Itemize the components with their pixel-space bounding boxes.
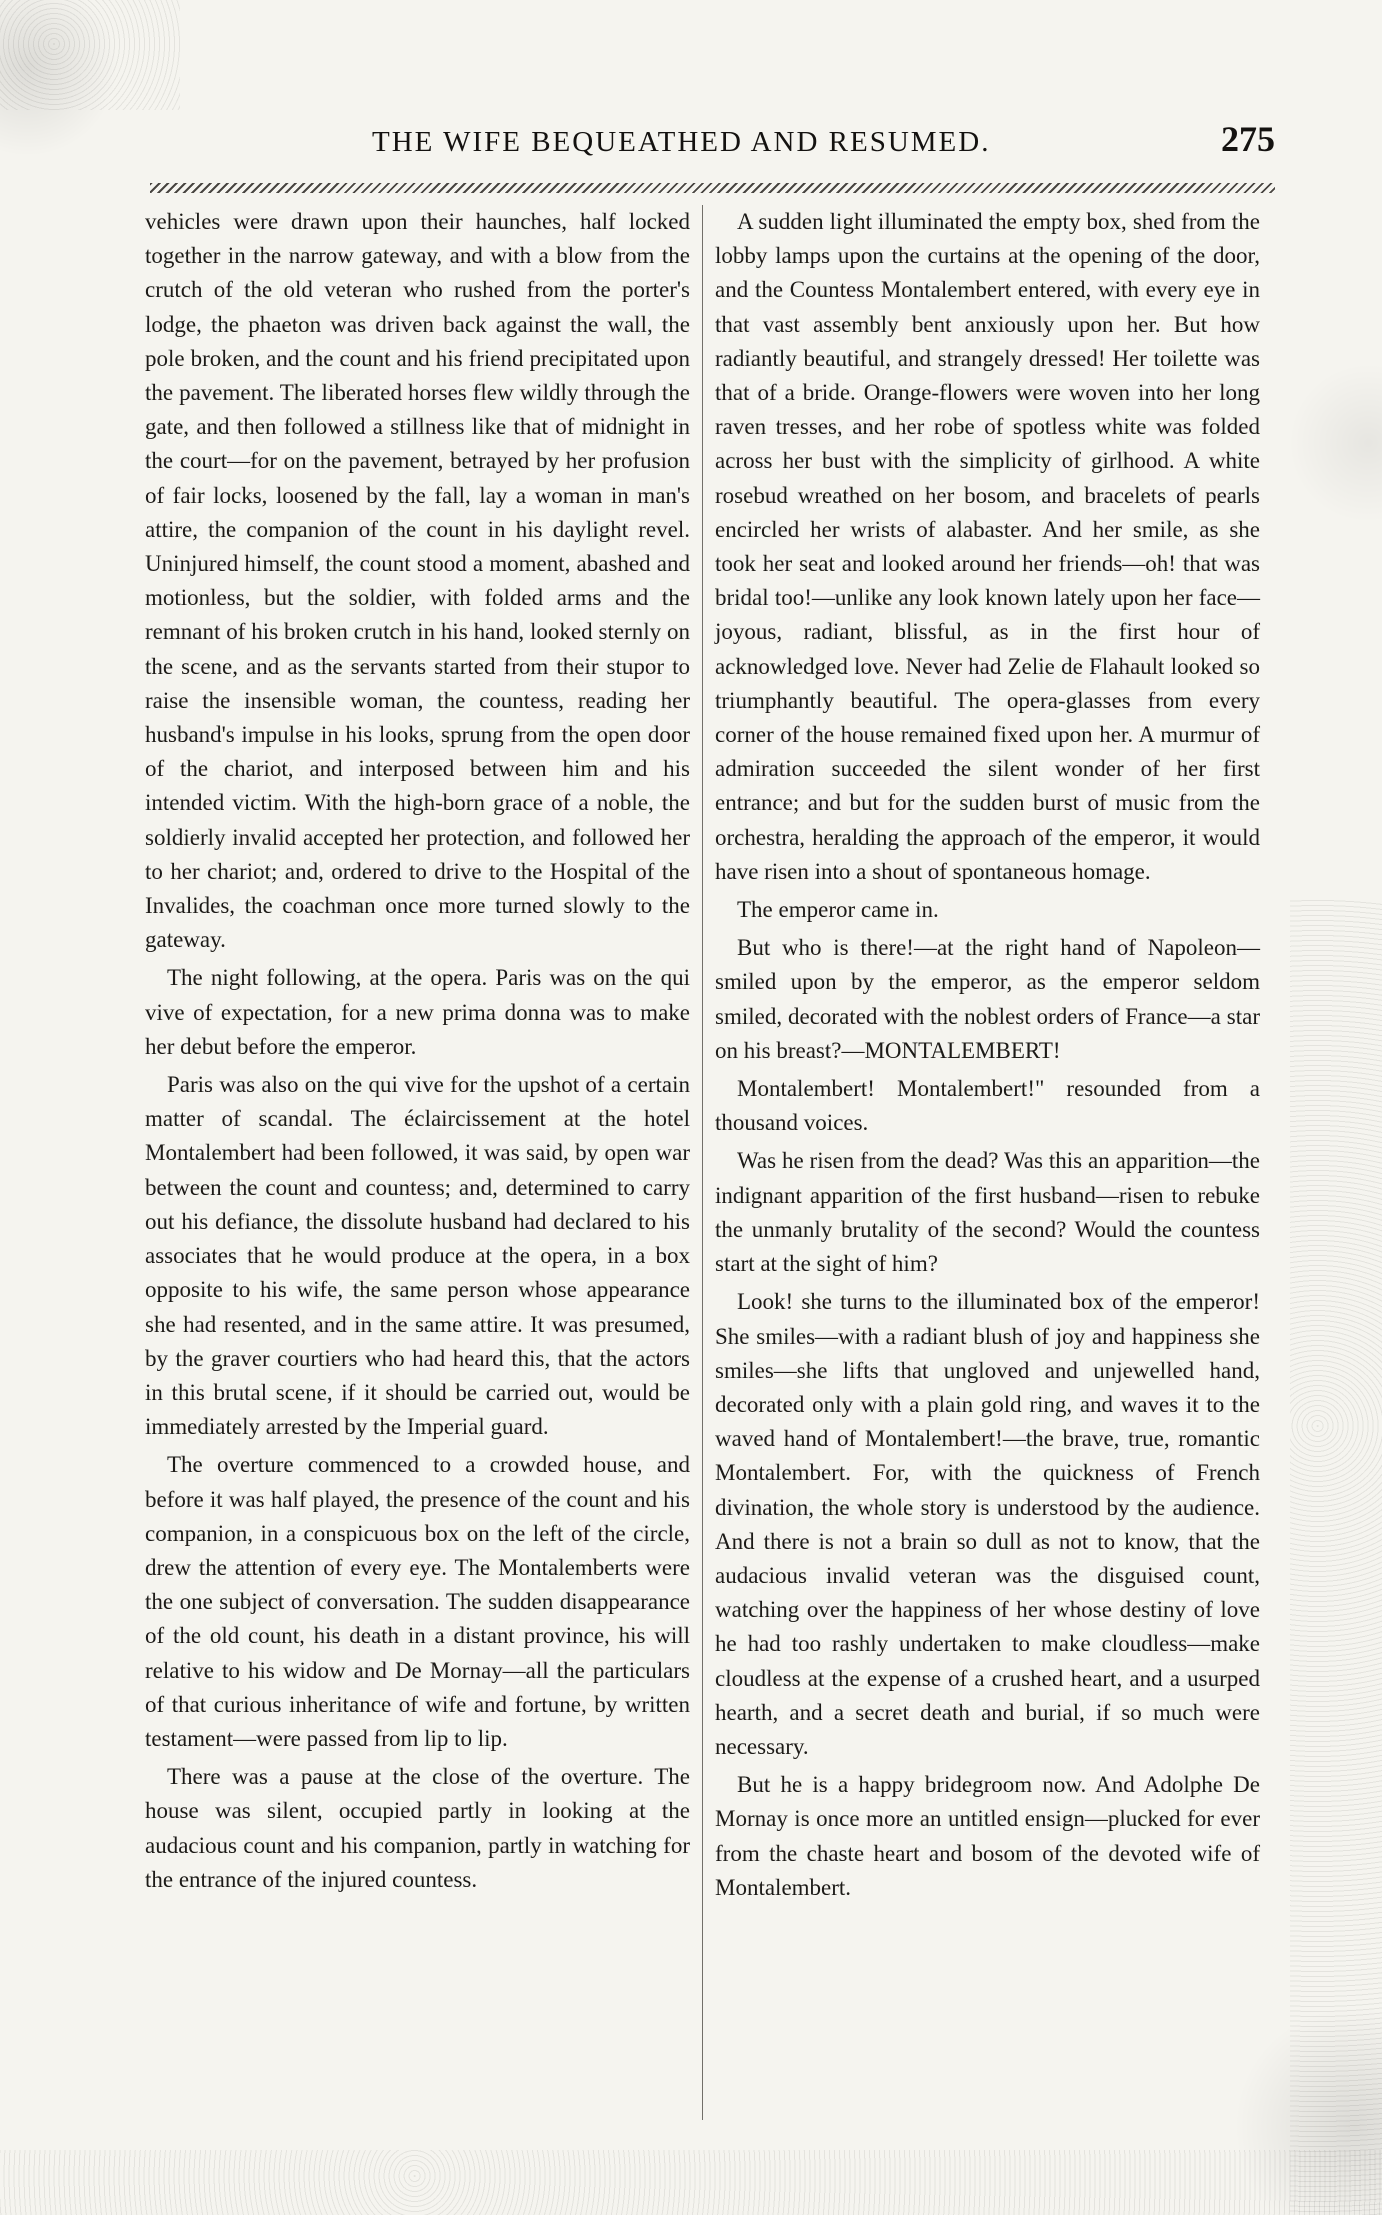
right-column (715, 205, 1260, 1905)
header-rule (150, 183, 1275, 193)
paragraph: Paris was also on the qui vive for the upshot of a certain matter of scandal. The éclaircissement at the hotel Montalembert had been followed, it was said, by open war between the count and countess; and, determined to carry out his defiance, the dissolute husband had declared to his associates that he would produce at the opera, in a box opposite to his wife, the same person whose appearance she had resented, and in the same attire. It was presumed, by the graver courtiers who had heard this, that the actors in this brutal scene, if it should be carried out, would be immediately arrested by the Imperial guard. (145, 1072, 690, 1440)
paragraph: Look! she turns to the illuminated box of the emperor! She smiles—with a radiant blush of joy and happiness she smiles—she lifts that ungloved and unjewelled hand, decorated only with a plain gold ring, and waves it to the waved hand of Montalembert!—the brave, true, romantic Montalembert. For, with the quickness of French divination, the whole story is understood by the audience. And there is not a brain so dull as not to know, that the audacious invalid veteran was the disguised count, watching over the happiness of her whose destiny of love he had too rashly undertaken to make cloudless—make cloudless at the expense of a crushed heart, and a usurped hearth, and a secret death and burial, if so much were necessary. (715, 1289, 1260, 1759)
text-columns (145, 205, 1285, 2165)
running-title: THE WIFE BEQUEATHED AND RESUMED. (372, 126, 991, 158)
paragraph: But he is a happy bridegroom now. And Adolphe De Mornay is once more an untitled ensign—plucked for ever from the chaste heart and bosom of the devoted wife of Montalembert. (715, 1772, 1260, 1900)
paragraph: But who is there!—at the right hand of Napoleon—smiled upon by the emperor, as the emperor seldom smiled, decorated with the noblest orders of France—a star on his breast?—MONTALEMBERT! (715, 935, 1260, 1063)
page-header (150, 118, 1275, 178)
paragraph: Was he risen from the dead? Was this an apparition—the indignant apparition of the first husband—risen to rebuke the unmanly brutality of the second? Would the countess start at the sight of him? (715, 1148, 1260, 1277)
paragraph: A sudden light illuminated the empty box, shed from the lobby lamps upon the curtains at the opening of the door, and the Countess Montalembert entered, with every eye in that vast assembly bent anxiously upon her. But how radiantly beautiful, and strangely dressed! Her toilette was that of a bride. Orange-flowers were woven into her long raven tresses, and her robe of spotless white was folded across her bust with the simplicity of girlhood. A white rosebud wreathed on her bosom, and bracelets of pearls encircled her wrists of alabaster. And her smile, as she took her seat and looked around her friends—oh! that was bridal too!—unlike any look known lately upon her face—joyous, radiant, blissful, as in the first hour of acknowledged love. Never had Zelie de Flahault looked so triumphantly beautiful. The opera-glasses from every corner of the house remained fixed upon her. A murmur of admiration succeeded the silent wonder of her first entrance; and but for the sudden burst of music from the orchestra, heralding the approach of the emperor, it would have risen into a shout of spontaneous homage. (715, 209, 1260, 884)
paragraph: vehicles were drawn upon their haunches, half locked together in the narrow gateway, and with a blow from the crutch of the old veteran who rushed from the porter's lodge, the phaeton was driven back against the wall, the pole broken, and the count and his friend precipitated upon the pavement. The liberated horses flew wildly through the gate, and then followed a stillness like that of midnight in the court—for on the pavement, betrayed by her profusion of fair locks, loosened by the fall, lay a woman in man's attire, the companion of the count in his daylight revel. Uninjured himself, the count stood a moment, abashed and motionless, but the soldier, with folded arms and the remnant of his broken crutch in his hand, looked sternly on the scene, and as the servants started from their stupor to raise the insensible woman, the countess, reading her husband's impulse in his looks, sprung from the open door of the chariot, and interposed between him and his intended victim. With the high-born grace of a noble, the soldierly invalid accepted her protection, and followed her to her chariot; and, ordered to drive to the Hospital of the Invalides, the coachman once more turned slowly to the gateway. (145, 209, 690, 953)
paragraph: The overture commenced to a crowded house, and before it was half played, the presence of the count and his companion, in a conspicuous box on the left of the circle, drew the attention of every eye. The Montalemberts were the one subject of conversation. The sudden disappearance of the old count, his death in a distant province, his will relative to his widow and De Mornay—all the particulars of that curious inheritance of wife and fortune, by written testament—were passed from lip to lip. (145, 1452, 690, 1751)
paragraph: There was a pause at the close of the overture. The house was silent, occupied partly in looking at the audacious count and his companion, partly in watching for the entrance of the injured countess. (145, 1764, 690, 1892)
column-divider (702, 205, 703, 2120)
page-number: 275 (1221, 119, 1275, 159)
scan-noise (0, 0, 180, 110)
paragraph: Montalembert! Montalembert!" resounded from a thousand voices. (715, 1076, 1260, 1136)
paragraph: The emperor came in. (737, 897, 939, 923)
left-column (145, 205, 690, 1897)
paragraph: The night following, at the opera. Paris was on the qui vive of expectation, for a new prima donna was to make her debut before the emperor. (145, 965, 690, 1059)
scan-noise (1290, 900, 1382, 2215)
